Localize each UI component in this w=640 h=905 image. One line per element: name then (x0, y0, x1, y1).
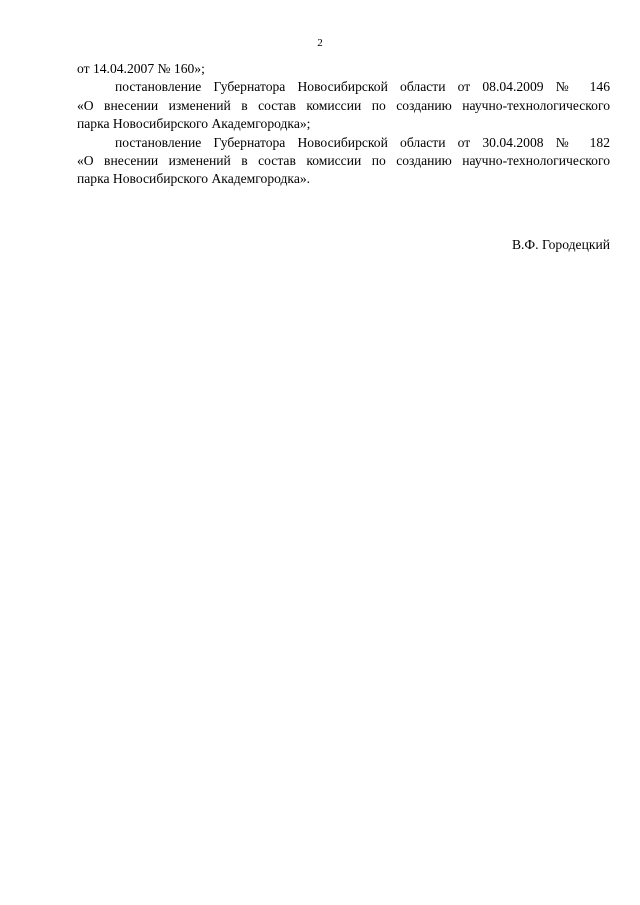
paragraph-1-line-1: от 14.04.2007 № 160»; (77, 61, 205, 76)
paragraph-3-line-3: парка Новосибирского Академгородка». (77, 171, 311, 187)
paragraph-3-line-2: «О внесении изменений в состав комиссии по созданию научно-технологического (77, 153, 610, 169)
paragraph-2-line-1: постановление Губернатора Новосибирской области от 08.04.2009 № 146 (115, 79, 610, 95)
paragraph-2-line-3: парка Новосибирского Академгородка»; (77, 116, 311, 132)
document-body (77, 60, 610, 189)
paragraph-2-line-2: «О внесении изменений в состав комиссии по созданию научно-технологического (77, 97, 610, 113)
page-number: 2 (317, 37, 323, 49)
paragraph-3-line-1: постановление Губернатора Новосибирской области от 30.04.2008 № 182 (115, 134, 610, 150)
signature-name: В.Ф. Городецкий (511, 237, 610, 252)
